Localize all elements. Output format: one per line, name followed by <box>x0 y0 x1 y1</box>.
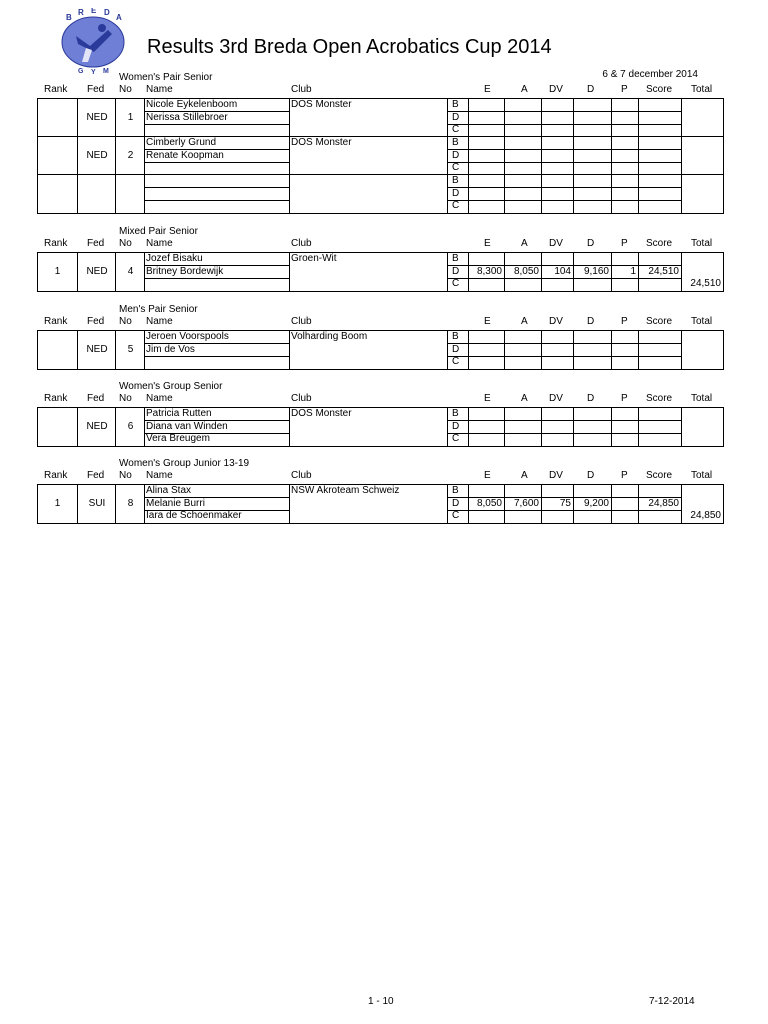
svg-text:Y: Y <box>91 69 96 74</box>
print-date: 7-12-2014 <box>649 996 695 1007</box>
athlete-name: Jeroen Voorspools <box>146 331 229 342</box>
column-header-fed: Fed <box>87 238 105 249</box>
grid-line <box>541 99 542 137</box>
section-title: Women's Group Senior <box>119 381 223 392</box>
svg-text:B: B <box>66 13 72 22</box>
club-cell: NSW Akroteam Schweiz <box>291 485 400 496</box>
column-header-fed: Fed <box>87 84 105 95</box>
routine-letter: C <box>452 510 460 521</box>
grid-line <box>541 175 542 213</box>
column-header-a: A <box>521 316 528 327</box>
grid-line <box>289 137 290 175</box>
fed-cell: NED <box>86 150 108 161</box>
column-header-total: Total <box>691 316 713 327</box>
column-header-score: Score <box>646 84 673 95</box>
athlete-name: Britney Bordewijk <box>146 265 224 277</box>
routine-letter: D <box>452 187 460 199</box>
column-header-dv: DV <box>549 238 563 249</box>
column-header-a: A <box>521 84 528 95</box>
grid-line <box>504 99 505 137</box>
grid-line <box>145 278 290 279</box>
grid-line <box>504 331 505 369</box>
page-title: Results 3rd Breda Open Acrobatics Cup 2014 <box>147 36 552 58</box>
grid-line <box>289 253 290 291</box>
grid-line <box>447 175 448 213</box>
column-header-e: E <box>484 393 491 404</box>
score-d: 9,160 <box>583 265 609 277</box>
grid-line <box>504 175 505 213</box>
results-section <box>37 304 723 370</box>
athlete-name: Nerissa Stillebroer <box>146 111 228 123</box>
section-title: Women's Group Junior 13-19 <box>119 458 250 469</box>
column-header-p: P <box>621 393 628 404</box>
grid-line <box>468 137 469 175</box>
column-header-rank: Rank <box>44 84 68 95</box>
section-title: Men's Pair Senior <box>119 304 198 315</box>
grid-line <box>145 187 290 188</box>
number-cell: 1 <box>127 112 134 123</box>
column-header-score: Score <box>646 238 673 249</box>
grid-line <box>447 253 448 291</box>
column-header-club: Club <box>291 470 312 481</box>
score-score: 24,510 <box>648 265 679 277</box>
column-header-total: Total <box>691 84 713 95</box>
column-header-dv: DV <box>549 84 563 95</box>
routine-letter: B <box>452 99 459 110</box>
total-cell: 24,850 <box>690 510 721 521</box>
grid-line <box>468 99 469 137</box>
grid-line <box>145 162 290 163</box>
grid-line <box>573 99 574 137</box>
grid-line <box>448 343 682 344</box>
grid-line <box>681 175 682 213</box>
column-header-row <box>37 470 723 482</box>
column-header-a: A <box>521 393 528 404</box>
column-header-rank: Rank <box>44 393 68 404</box>
grid-line <box>289 331 290 369</box>
grid-line <box>638 137 639 175</box>
score-e: 8,050 <box>476 497 502 509</box>
grid-line <box>468 175 469 213</box>
grid-line <box>468 331 469 369</box>
column-header-a: A <box>521 238 528 249</box>
column-header-total: Total <box>691 238 713 249</box>
column-header-score: Score <box>646 316 673 327</box>
grid-line <box>448 510 682 511</box>
page-number: 1 - 10 <box>368 996 394 1007</box>
column-header-no: No <box>119 470 132 481</box>
total-cell: 24,510 <box>690 278 721 289</box>
grid-line <box>448 433 682 434</box>
results-section <box>37 381 723 447</box>
routine-letter: B <box>452 137 459 148</box>
routine-letter: B <box>452 331 459 342</box>
grid-line <box>681 99 682 137</box>
svg-text:R: R <box>78 8 84 17</box>
athlete-name: Melanie Burri <box>146 497 205 509</box>
grid-line <box>145 356 290 357</box>
routine-letter: B <box>452 175 459 186</box>
number-cell: 2 <box>127 150 134 161</box>
grid-line <box>541 408 542 446</box>
column-header-p: P <box>621 316 628 327</box>
athlete-name: Vera Breugem <box>146 433 210 444</box>
number-cell: 4 <box>127 266 134 277</box>
score-dv: 75 <box>559 497 571 509</box>
grid-line <box>611 137 612 175</box>
grid-line <box>115 175 116 213</box>
routine-letter: D <box>452 497 460 509</box>
fed-cell: NED <box>86 266 108 277</box>
grid-line <box>448 356 682 357</box>
grid-line <box>289 485 290 523</box>
grid-line <box>504 137 505 175</box>
number-cell: 6 <box>127 421 134 432</box>
routine-letter: D <box>452 420 460 432</box>
svg-text:M: M <box>103 68 109 74</box>
grid-line <box>77 175 78 213</box>
grid-line <box>573 137 574 175</box>
column-header-rank: Rank <box>44 238 68 249</box>
results-section <box>37 458 723 524</box>
column-header-e: E <box>484 316 491 327</box>
column-header-no: No <box>119 316 132 327</box>
column-header-fed: Fed <box>87 393 105 404</box>
routine-letter: B <box>452 485 459 496</box>
grid-line <box>468 408 469 446</box>
grid-line <box>611 485 612 523</box>
column-header-name: Name <box>146 316 173 327</box>
column-header-no: No <box>119 238 132 249</box>
club-cell: DOS Monster <box>291 137 352 148</box>
rank-cell: 1 <box>54 498 61 509</box>
grid-line <box>504 408 505 446</box>
column-header-club: Club <box>291 84 312 95</box>
routine-letter: B <box>452 253 459 264</box>
column-header-total: Total <box>691 393 713 404</box>
club-cell: DOS Monster <box>291 99 352 110</box>
fed-cell: NED <box>86 112 108 123</box>
grid-line <box>611 99 612 137</box>
number-cell: 8 <box>127 498 134 509</box>
routine-letter: C <box>452 356 460 367</box>
grid-line <box>448 162 682 163</box>
column-header-row <box>37 393 723 405</box>
athlete-name: Jozef Bisaku <box>146 253 203 264</box>
column-header-rank: Rank <box>44 316 68 327</box>
grid-line <box>541 137 542 175</box>
column-header-name: Name <box>146 84 173 95</box>
routine-letter: D <box>452 265 460 277</box>
column-header-e: E <box>484 238 491 249</box>
results-section <box>37 72 723 214</box>
column-header-d: D <box>587 393 595 404</box>
column-header-score: Score <box>646 470 673 481</box>
fed-cell: NED <box>86 421 108 432</box>
athlete-name: Diana van Winden <box>146 420 228 432</box>
column-header-p: P <box>621 84 628 95</box>
column-header-d: D <box>587 470 595 481</box>
column-header-dv: DV <box>549 470 563 481</box>
athlete-name: Iara de Schoenmaker <box>146 510 242 521</box>
column-header-e: E <box>484 470 491 481</box>
score-e: 8,300 <box>476 265 502 277</box>
grid-line <box>447 331 448 369</box>
rank-cell: 1 <box>54 266 61 277</box>
routine-letter: D <box>452 149 460 161</box>
score-d: 9,200 <box>583 497 609 509</box>
entry-row <box>37 484 724 524</box>
column-header-row <box>37 238 723 250</box>
club-cell: Volharding Boom <box>291 331 368 342</box>
column-header-club: Club <box>291 238 312 249</box>
results-section <box>37 226 723 292</box>
club-cell: Groen-Wit <box>291 253 337 264</box>
column-header-club: Club <box>291 316 312 327</box>
athlete-name: Jim de Vos <box>146 343 195 355</box>
column-header-name: Name <box>146 238 173 249</box>
fed-cell: SUI <box>88 498 106 509</box>
routine-letter: C <box>452 200 460 211</box>
column-header-rank: Rank <box>44 470 68 481</box>
grid-line <box>448 278 682 279</box>
column-header-a: A <box>521 470 528 481</box>
entry-row <box>37 330 724 370</box>
grid-line <box>573 408 574 446</box>
routine-letter: C <box>452 162 460 173</box>
column-header-d: D <box>587 316 595 327</box>
entry-row <box>37 252 724 292</box>
grid-line <box>611 408 612 446</box>
grid-line <box>289 175 290 213</box>
section-title: Mixed Pair Senior <box>119 226 198 237</box>
grid-line <box>289 99 290 137</box>
column-header-d: D <box>587 84 595 95</box>
svg-text:A: A <box>116 13 122 22</box>
grid-line <box>573 331 574 369</box>
svg-text:G: G <box>78 68 84 74</box>
routine-letter: C <box>452 124 460 135</box>
athlete-name: Renate Koopman <box>146 149 224 161</box>
grid-line <box>638 175 639 213</box>
score-a: 8,050 <box>513 265 539 277</box>
column-header-e: E <box>484 84 491 95</box>
grid-line <box>144 175 145 213</box>
entry-row <box>37 136 724 175</box>
grid-line <box>447 99 448 137</box>
grid-line <box>681 331 682 369</box>
athlete-name: Cimberly Grund <box>146 137 217 148</box>
column-header-no: No <box>119 393 132 404</box>
column-header-score: Score <box>646 393 673 404</box>
column-header-fed: Fed <box>87 316 105 327</box>
breda-gym-logo <box>56 8 130 74</box>
svg-text:E: E <box>91 8 97 15</box>
grid-line <box>447 408 448 446</box>
routine-letter: D <box>452 111 460 123</box>
fed-cell: NED <box>86 344 108 355</box>
column-header-name: Name <box>146 393 173 404</box>
athlete-name: Nicole Eykelenboom <box>146 99 238 110</box>
event-date: 6 & 7 december 2014 <box>602 69 698 80</box>
score-score: 24,850 <box>648 497 679 509</box>
grid-line <box>448 420 682 421</box>
column-header-p: P <box>621 470 628 481</box>
score-dv: 104 <box>554 265 571 277</box>
column-header-fed: Fed <box>87 470 105 481</box>
grid-line <box>448 187 682 188</box>
routine-letter: C <box>452 278 460 289</box>
grid-line <box>447 137 448 175</box>
column-header-dv: DV <box>549 316 563 327</box>
routine-letter: C <box>452 433 460 444</box>
grid-line <box>638 99 639 137</box>
grid-line <box>681 408 682 446</box>
athlete-name: Patricia Rutten <box>146 408 212 419</box>
svg-text:D: D <box>104 8 110 17</box>
routine-letter: B <box>452 408 459 419</box>
column-header-name: Name <box>146 470 173 481</box>
number-cell: 5 <box>127 344 134 355</box>
entry-row <box>37 407 724 447</box>
grid-line <box>448 149 682 150</box>
score-p: 1 <box>630 265 636 277</box>
grid-line <box>289 408 290 446</box>
section-title: Women's Pair Senior <box>119 72 213 83</box>
grid-line <box>448 111 682 112</box>
athlete-name: Alina Stax <box>146 485 192 496</box>
column-header-dv: DV <box>549 393 563 404</box>
column-header-club: Club <box>291 393 312 404</box>
column-header-total: Total <box>691 470 713 481</box>
grid-line <box>638 331 639 369</box>
grid-line <box>447 485 448 523</box>
score-a: 7,600 <box>513 497 539 509</box>
grid-line <box>448 200 682 201</box>
grid-line <box>611 331 612 369</box>
column-header-d: D <box>587 238 595 249</box>
entry-row <box>37 98 724 137</box>
grid-line <box>448 124 682 125</box>
grid-line <box>638 408 639 446</box>
grid-line <box>541 331 542 369</box>
column-header-row <box>37 84 723 96</box>
column-header-row <box>37 316 723 328</box>
entry-row <box>37 174 724 214</box>
grid-line <box>145 124 290 125</box>
routine-letter: D <box>452 343 460 355</box>
grid-line <box>573 175 574 213</box>
grid-line <box>681 137 682 175</box>
column-header-no: No <box>119 84 132 95</box>
grid-line <box>145 200 290 201</box>
grid-line <box>611 175 612 213</box>
club-cell: DOS Monster <box>291 408 352 419</box>
column-header-p: P <box>621 238 628 249</box>
